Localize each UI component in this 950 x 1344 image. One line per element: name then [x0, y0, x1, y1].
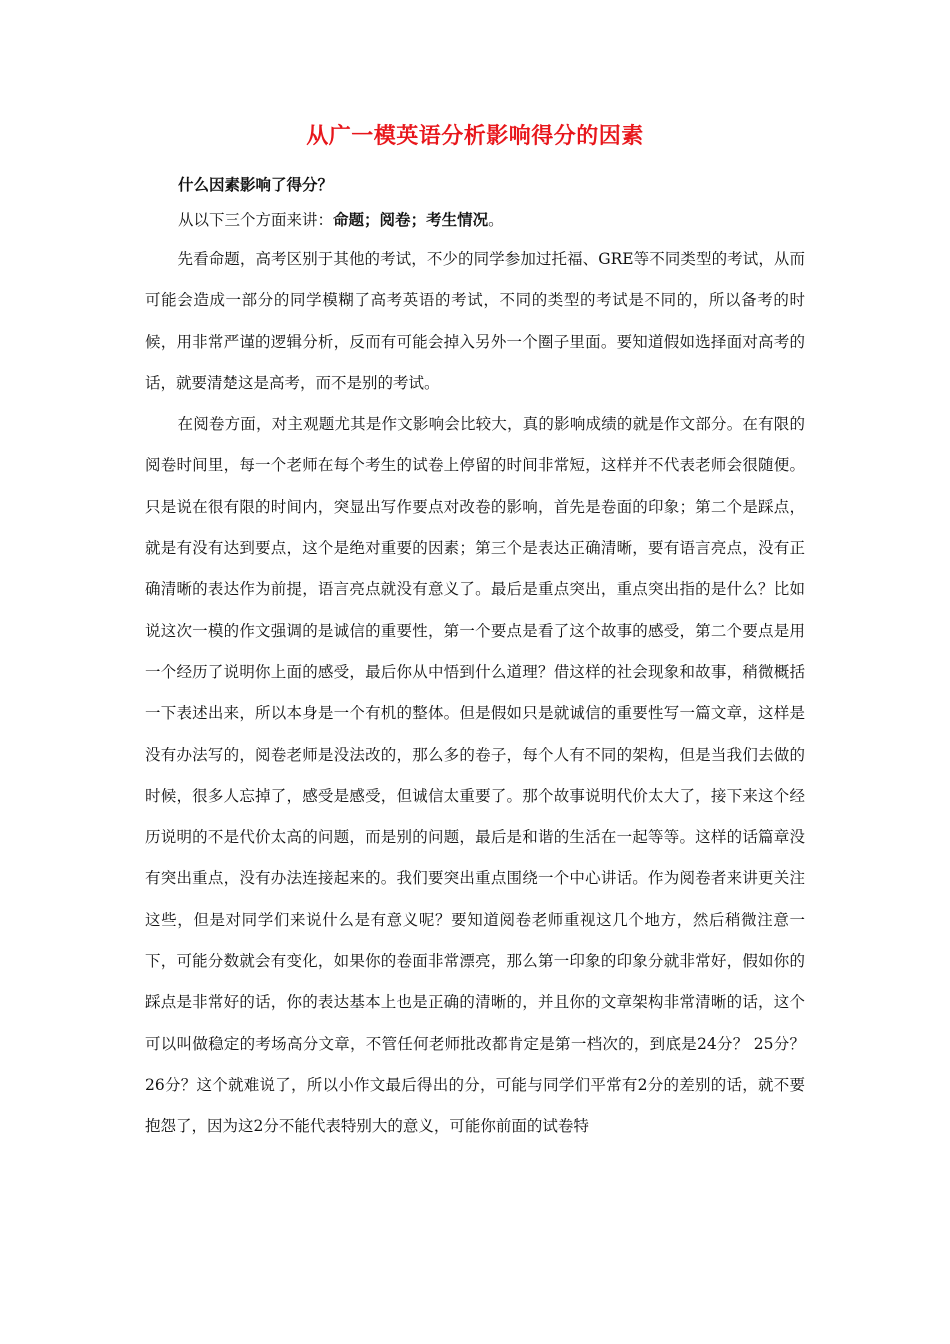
aspect-separator: ；	[364, 210, 380, 229]
aspect-candidate: 考生情况	[426, 210, 489, 229]
document-body	[145, 239, 805, 1148]
aspect-separator: ；	[410, 210, 427, 229]
aspects-line	[178, 207, 504, 233]
paragraph-proposition: 先看命题，高考区别于其他的考试，不少的同学参加过托福、GRE等不同类型的考试，从而可能会造成一部分的同学模糊了高考英语的考试，不同的类型的考试是不同的，所以备考的时候，用非常严谨的逻辑分析，反而有可能会掉入另外一个圈子里面。要知道假如选择面对高考的话，就要清楚这是高考，而不是别的考试。	[145, 250, 805, 392]
aspect-marking: 阅卷	[379, 210, 411, 229]
section-question: 什么因素影响了得分？	[178, 175, 334, 194]
aspect-proposition: 命题	[333, 210, 365, 229]
document-title: 从广一模英语分析影响得分的因素	[306, 123, 644, 149]
aspects-end: 。	[488, 211, 504, 229]
paragraph-marking: 在阅卷方面，对主观题尤其是作文影响会比较大，真的影响成绩的就是作文部分。在有限的阅卷时间里，每一个老师在每个考生的试卷上停留的时间非常短，这样并不代表老师会很随便。只是说在很有限的时间内，突显出写作要点对改卷的影响，首先是卷面的印象；第二个是踩点，就是有没有达到要点，这个是绝对重要的因素；第三个是表达正确清晰，要有语言亮点，没有正确清晰的表达作为前提，语言亮点就没有意义了。最后是重点突出，重点突出指的是什么？比如说这次一模的作文强调的是诚信的重要性，第一个要点是看了这个故事的感受，第二个要点是用一个经历了说明你上面的感受，最后你从中悟到什么道理？借这样的社会现象和故事，稍微概括一下表述出来，所以本身是一个有机的整体。但是假如只是就诚信的重要性写一篇文章，这样是没有办法写的，阅卷老师是没法改的，那么多的卷子，每个人有不同的架构，但是当我们去做的时候，很多人忘掉了，感受是感受，但诚信太重要了。那个故事说明代价太大了，接下来这个经历说明的不是代价太高的问题，而是别的问题，最后是和谐的生活在一起等等。这样的话篇章没有突出重点，没有办法连接起来的。我们要突出重点围绕一个中心讲话。作为阅卷者来讲更关注这些，但是对同学们来说什么是有意义呢？要知道阅卷老师重视这几个地方，然后稍微注意一下，可能分数就会有变化，如果你的卷面非常漂亮，那么第一印象的印象分就非常好，假如你的踩点是非常好的话，你的表达基本上也是正确的清晰的，并且你的文章架构非常清晰的话，这个可以叫做稳定的考场高分文章，不管任何老师批改都肯定是第一档次的，到底是24分？ 25分？26分？这个就难说了，所以小作文最后得出的分，可能与同学们平常有2分的差别的话，就不要抱怨了，因为这2分不能代表特别大的意义，可能你前面的试卷特	[145, 415, 805, 1136]
aspects-intro: 从以下三个方面来讲：	[178, 211, 334, 229]
